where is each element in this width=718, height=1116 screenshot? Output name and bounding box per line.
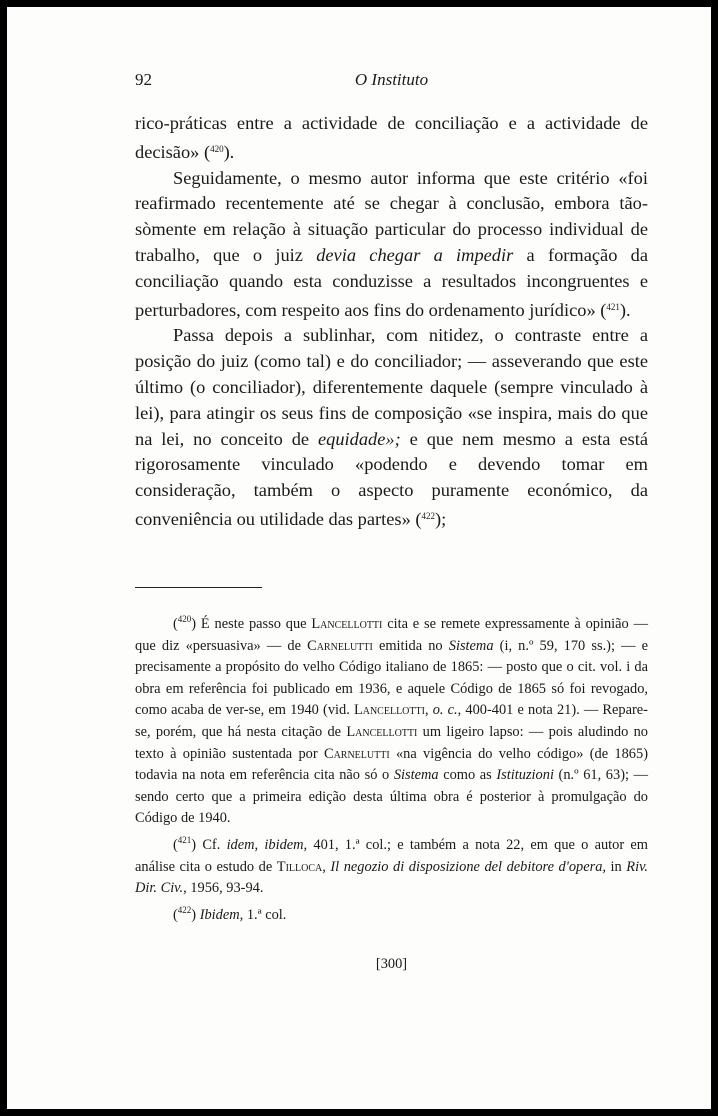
footnote-ref-421: 421: [606, 301, 620, 312]
footnote-ref-420: 420: [210, 143, 224, 154]
paragraph-2: Seguidamente, o mesmo autor informa que este critério «foi reafirmado recentemente até se chegar à conclusão, embora tão-sòmente em relação à situação particular do processo individual de trabalho, que o juiz devia chegar a impedir a formação da conciliação quando esta conduzisse a resultados incongruentes e perturbadores, com respeito aos fins do ordenamento jurídico» ($^{421}$).: [135, 167, 649, 320]
body-text: [135, 111, 648, 533]
footnote-ref-422: 422: [421, 510, 435, 521]
footnote-421: ($^{421}$) Cf. idem, ibidem, 401, 1.ª col.; e também a nota 22, em que o autor em análise cita o estudo de Tilloca, Il negozio di disposizione del debitore d'opera, in Riv. Dir. Civ., 1956, 93-94.: [135, 834, 648, 897]
running-header: [135, 70, 648, 96]
page-number: 92: [135, 70, 152, 89]
footnotes: [135, 609, 648, 926]
emphasis: devia chegar a impedir: [316, 244, 514, 265]
footnote-422: ($^{422}$) Ibidem, 1.ª col.: [173, 904, 287, 923]
footnote-420: ($^{420}$) É neste passo que Lancellotti cita e se remete expressamente à opinião — que diz «persuasiva» — de Carnelutti emitida no Sistema (i, n.º 59, 170 ss.); — e precisamente a propósito do velho Código italiano de 1865: — posto que o cit. vol. i da obra em referência foi publicado em 1936, e aquele Código de 1865 só foi revogado, como acaba de ver-se, em 1940 (vid. Lancellotti, o. c., 400-401 e nota 21). — Repare-se, porém, que há nesta citação de Lancellotti um ligeiro lapso: — pois aludindo no texto à opinião sustentada por Carnelutti «na vigência do velho código» (de 1865) todavia na nota em referência cita não só o Sistema como as Istituzioni (n.º 61, 63); — sendo certo que a primeira edição desta última obra é posterior à promulgação do Código de 1940.: [135, 614, 649, 827]
running-title: O Instituto: [354, 70, 429, 89]
footnote-divider: [135, 587, 262, 588]
paragraph-3: Passa depois a sublinhar, com nitidez, o contraste entre a posição do juiz (como tal) e do conciliador; — asseverando que este último (o conciliador), diferentemente daquele (sempre vinculado à lei), para atingir os seus fins de composição «se inspira, mais do que na lei, no conceito de equidade»; e que nem mesmo a esta está rigorosamente vinculado «podendo e devendo tomar em consideração, também o aspecto puramente económico, da conveniência ou utilidade das partes» ($^{422}$);: [135, 325, 648, 529]
emphasis: equidade»;: [317, 428, 401, 449]
folio: [300]: [375, 956, 408, 972]
paragraph-1: rico-práticas entre a actividade de conciliação e a actividade de decisão» ($^{420}$).: [135, 113, 648, 162]
